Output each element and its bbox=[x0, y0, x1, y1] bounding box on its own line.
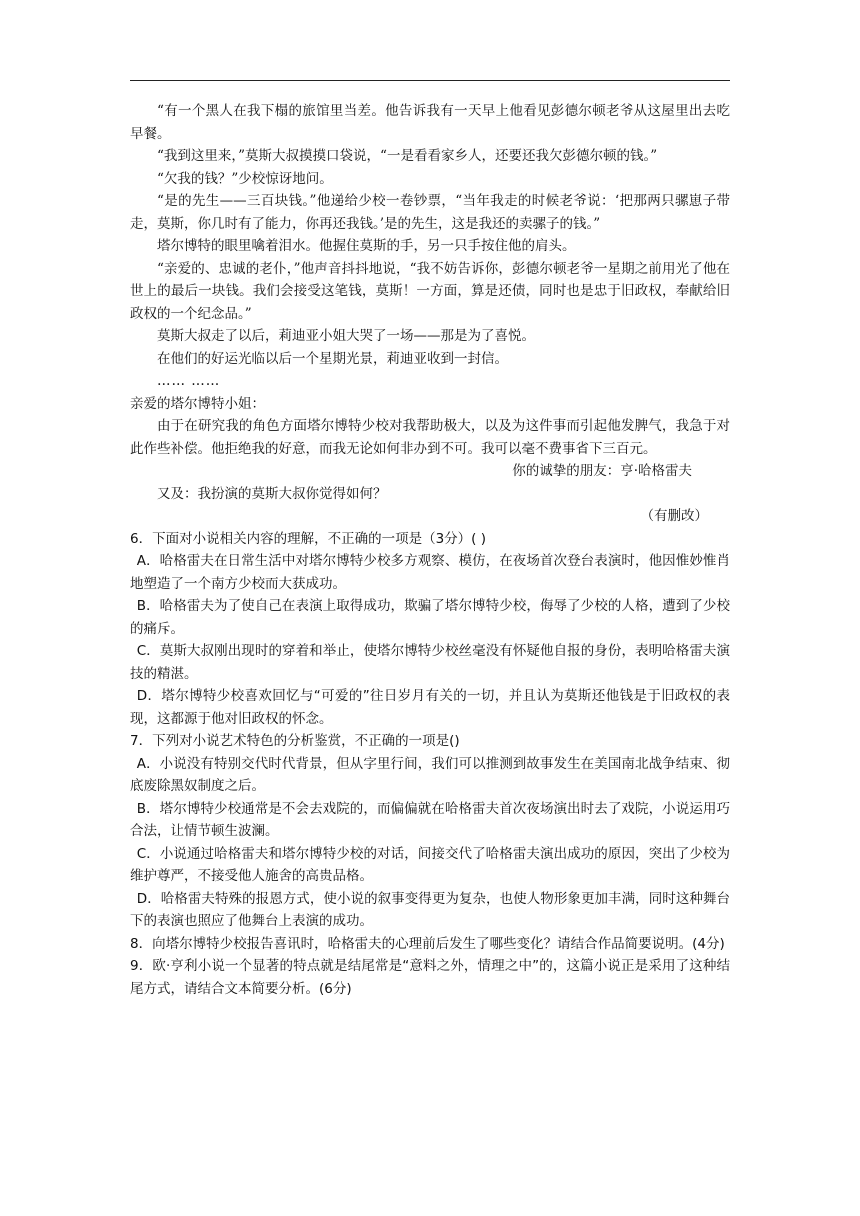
letter-body: 由于在研究我的角色方面塔尔博特少校对我帮助极大，以及为这件事而引起他发脾气，我急于对此作些补偿。他拒绝我的好意，而我无论如何非办到不可。我可以毫不费事省下三百元。 bbox=[130, 418, 730, 457]
story-paragraph: 莫斯大叔走了以后，莉迪亚小姐大哭了一场——那是为了喜悦。 bbox=[157, 328, 535, 344]
question-6-option-a: A．哈格雷夫在日常生活中对塔尔博特少校多方观察、模仿，在夜场首次登台表演时，他因惟妙惟肖地塑造了一个南方少校而大获成功。 bbox=[130, 553, 730, 592]
question-9: 9．欧·亨利小说一个显著的特点就是结尾常是“意料之外，情理之中”的，这篇小说正是采用了这种结尾方式，请结合文本简要分析。(6分) bbox=[130, 958, 730, 997]
letter-signature: 你的诚挚的朋友：亨·哈格雷夫 bbox=[512, 463, 692, 479]
question-7-option-d: D．哈格雷夫特殊的报恩方式，使小说的叙事变得更为复杂，也使人物形象更加丰满，同时这种舞台下的表演也照应了他舞台上表演的成功。 bbox=[130, 890, 730, 929]
story-paragraph: 塔尔博特的眼里噙着泪水。他握住莫斯的手，另一只手按住他的肩头。 bbox=[157, 238, 576, 254]
question-6-stem: 6．下面对小说相关内容的理解，不正确的一项是（3分）( ) bbox=[130, 530, 487, 547]
question-6-option-b: B．哈格雷夫为了使自己在表演上取得成功，欺骗了塔尔博特少校，侮辱了少校的人格，遭到了少校的痛斥。 bbox=[130, 598, 730, 637]
question-6-option-c: C．莫斯大叔刚出现时的穿着和举止，使塔尔博特少校丝毫没有怀疑他自报的身份，表明哈格雷夫演技的精湛。 bbox=[130, 643, 730, 682]
document-page bbox=[130, 100, 730, 1000]
story-paragraph: “我到这里来，”莫斯大叔摸摸口袋说，“一是看看家乡人，还要还我欠彭德尔顿的钱。” bbox=[157, 148, 658, 164]
question-7-stem: 7．下列对小说艺术特色的分析鉴赏，不正确的一项是() bbox=[130, 733, 460, 749]
question-6-option-d: D．塔尔博特少校喜欢回忆与“可爱的”往日岁月有关的一切，并且认为莫斯还他钱是于旧政权的表现，这都源于他对旧政权的怀念。 bbox=[130, 688, 730, 727]
question-7-option-b: B．塔尔博特少校通常是不会去戏院的，而偏偏就在哈格雷夫首次夜场演出时去了戏院，小说运用巧合法，让情节顿生波澜。 bbox=[130, 800, 730, 839]
question-7-option-c: C．小说通过哈格雷夫和塔尔博特少校的对话，间接交代了哈格雷夫演出成功的原因，突出了少校为维护尊严，不接受他人施舍的高贵品格。 bbox=[130, 845, 730, 884]
story-paragraph: 在他们的好运光临以后一个星期光景，莉迪亚收到一封信。 bbox=[157, 350, 508, 367]
story-ellipsis: …… …… bbox=[157, 373, 221, 389]
story-paragraph: “是的先生——三百块钱。”他递给少校一卷钞票，“当年我走的时候老爷说：‘把那两只骡崽子带走，莫斯，你几时有了能力，你再还我钱。’是的先生，这是我还的卖骡子的钱。” bbox=[130, 193, 730, 232]
story-paragraph: “有一个黑人在我下榻的旅馆里当差。他告诉我有一天早上他看见彭德尔顿老爷从这屋里出去吃早餐。 bbox=[130, 103, 730, 142]
header-rule bbox=[130, 80, 730, 81]
story-paragraph: “欠我的钱？”少校惊讶地问。 bbox=[157, 170, 333, 187]
question-7-option-a: A．小说没有特别交代时代背景，但从字里行间，我们可以推测到故事发生在美国南北战争结束、彻底废除黑奴制度之后。 bbox=[130, 755, 730, 794]
letter-salutation: 亲爱的塔尔博特小姐： bbox=[130, 395, 265, 412]
story-paragraph: “亲爱的、忠诚的老仆，”他声音抖抖地说，“我不妨告诉你，彭德尔顿老爷一星期之前用光了他在世上的最后一块钱。我们会接受这笔钱，莫斯！一方面，算是还债，同时也是忠于旧政权，奉献给旧政权的一个纪念品。” bbox=[130, 260, 730, 322]
letter-postscript: 又及：我扮演的莫斯大叔你觉得如何？ bbox=[157, 485, 387, 502]
source-note: （有删改） bbox=[640, 508, 708, 524]
question-8: 8．向塔尔博特少校报告喜讯时，哈格雷夫的心理前后发生了哪些变化？请结合作品简要说明。(4分) bbox=[130, 935, 725, 952]
